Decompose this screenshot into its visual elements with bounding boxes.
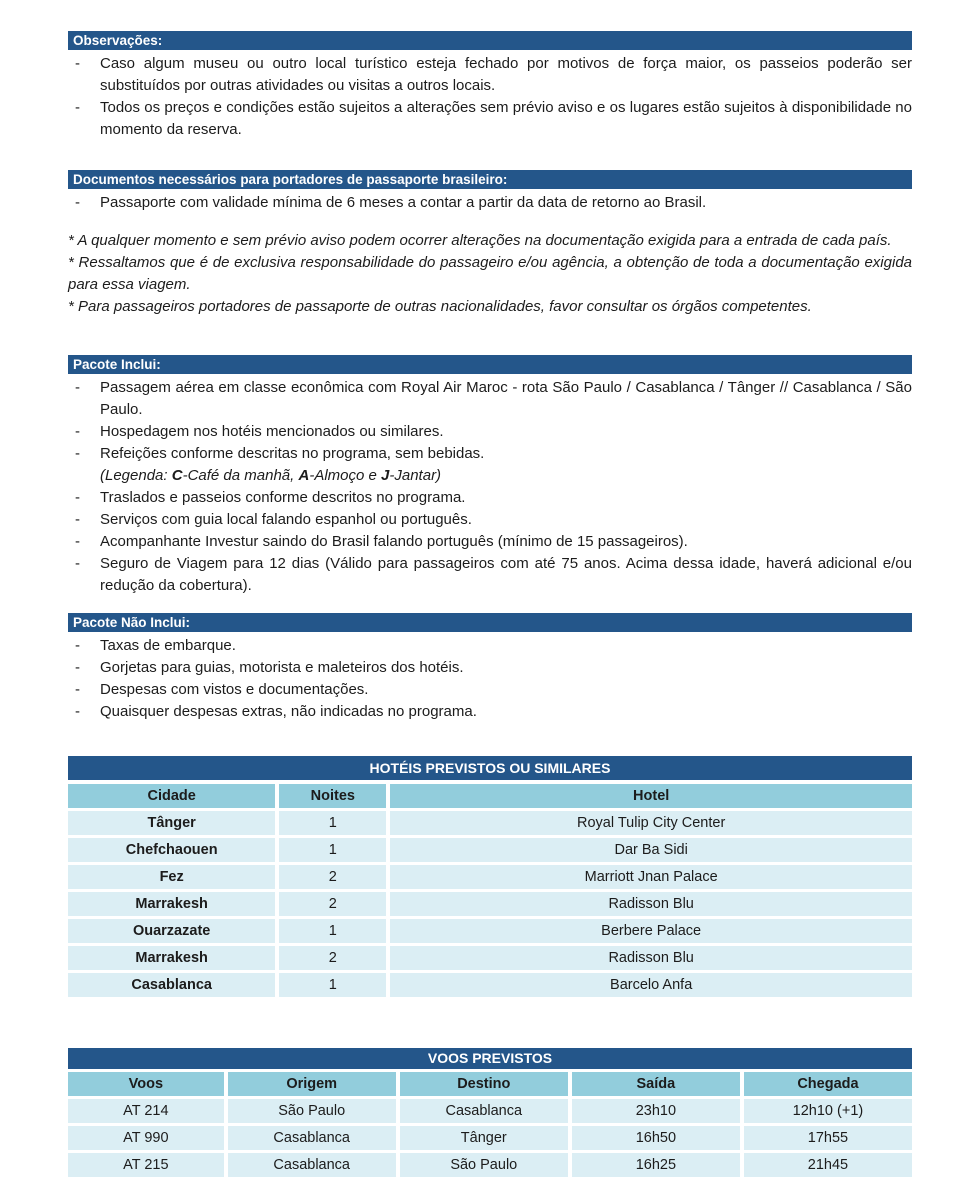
cell-voo: AT 214 <box>68 1099 224 1123</box>
section-header-pacote-nao-inclui: Pacote Não Inclui: <box>68 613 912 632</box>
cell-cidade: Tânger <box>68 811 275 835</box>
cell-cidade: Fez <box>68 865 275 889</box>
cell-destino: São Paulo <box>400 1153 568 1177</box>
hotels-table-title: HOTÉIS PREVISTOS OU SIMILARES <box>68 756 912 780</box>
legend-text: -Jantar) <box>389 467 442 484</box>
cell-noites: 1 <box>279 919 386 943</box>
bullet-marker: - <box>75 379 80 396</box>
pacote-inclui-bullets <box>68 374 912 597</box>
table-row <box>68 1126 912 1150</box>
legend-code-breakfast: C <box>171 467 183 484</box>
bullet-item <box>68 53 912 97</box>
section-header-documentos: Documentos necessários para portadores de passaporte brasileiro: <box>68 170 912 189</box>
section-pacote-inclui <box>68 355 912 597</box>
bullet-item <box>68 531 912 553</box>
bullet-marker: - <box>75 555 80 572</box>
bullet-text: Taxas de embarque. <box>100 637 236 654</box>
bullet-item <box>68 97 912 141</box>
cell-hotel: Radisson Blu <box>390 946 912 970</box>
cell-hotel: Radisson Blu <box>390 892 912 916</box>
observacoes-bullets <box>68 50 912 141</box>
bullet-item <box>68 192 912 214</box>
bullet-marker: - <box>75 681 80 698</box>
cell-cidade: Casablanca <box>68 973 275 997</box>
legend-code-lunch: A <box>298 467 310 484</box>
column-header-voos: Voos <box>68 1072 224 1096</box>
bullet-text: Despesas com vistos e documentações. <box>100 681 369 698</box>
section-header-pacote-inclui: Pacote Inclui: <box>68 355 912 374</box>
bullet-marker: - <box>75 659 80 676</box>
bullet-text: Passagem aérea em classe econômica com Royal Air Maroc - rota São Paulo / Casablanca / Tânger // Casablanca / São Paulo. <box>100 379 912 418</box>
note-line: * Para passageiros portadores de passaporte de outras nacionalidades, favor consultar os órgãos competentes. <box>68 298 812 315</box>
table-row <box>68 946 912 970</box>
cell-cidade: Ouarzazate <box>68 919 275 943</box>
column-header-destino: Destino <box>400 1072 568 1096</box>
column-header-origem: Origem <box>228 1072 396 1096</box>
table-row <box>68 892 912 916</box>
column-header-noites: Noites <box>279 784 386 808</box>
cell-noites: 1 <box>279 838 386 862</box>
bullet-text: Quaisquer despesas extras, não indicadas no programa. <box>100 703 477 720</box>
bullet-text: Refeições conforme descritas no programa, sem bebidas. <box>100 445 485 462</box>
bullet-item <box>68 635 912 657</box>
bullet-item <box>68 487 912 509</box>
bullet-marker: - <box>75 99 80 116</box>
column-header-saida: Saída <box>572 1072 740 1096</box>
bullet-marker: - <box>75 533 80 550</box>
cell-cidade: Marrakesh <box>68 946 275 970</box>
legend-text: -Café da manhã, <box>182 467 299 484</box>
meal-legend <box>100 465 912 487</box>
hotels-section <box>68 756 912 1000</box>
cell-voo: AT 215 <box>68 1153 224 1177</box>
bullet-marker: - <box>75 637 80 654</box>
bullet-item <box>68 509 912 531</box>
cell-noites: 1 <box>279 811 386 835</box>
table-row <box>68 1099 912 1123</box>
cell-hotel: Marriott Jnan Palace <box>390 865 912 889</box>
bullet-text: Serviços com guia local falando espanhol ou português. <box>100 511 472 528</box>
note-line: * A qualquer momento e sem prévio aviso podem ocorrer alterações na documentação exigida para a entrada de cada país. <box>68 232 892 249</box>
section-header-observacoes: Observações: <box>68 31 912 50</box>
cell-hotel: Barcelo Anfa <box>390 973 912 997</box>
bullet-text: Traslados e passeios conforme descritos no programa. <box>100 489 466 506</box>
section-pacote-nao-inclui <box>68 613 912 723</box>
cell-noites: 1 <box>279 973 386 997</box>
bullet-text: Seguro de Viagem para 12 dias (Válido para passageiros com até 75 anos. Acima dessa idade, haverá adicional e/ou redução da cobertura). <box>100 555 912 594</box>
bullet-item <box>68 421 912 443</box>
column-header-cidade: Cidade <box>68 784 275 808</box>
cell-origem: São Paulo <box>228 1099 396 1123</box>
column-header-hotel: Hotel <box>390 784 912 808</box>
bullet-item <box>68 443 912 465</box>
bullet-marker: - <box>75 489 80 506</box>
section-documentos <box>68 170 912 318</box>
cell-saida: 16h50 <box>572 1126 740 1150</box>
flights-table-title: VOOS PREVISTOS <box>68 1048 912 1069</box>
cell-saida: 23h10 <box>572 1099 740 1123</box>
hotels-table <box>64 781 916 1000</box>
section-observacoes <box>68 31 912 141</box>
cell-noites: 2 <box>279 892 386 916</box>
bullet-text: Acompanhante Investur saindo do Brasil falando português (mínimo de 15 passageiros). <box>100 533 688 550</box>
bullet-item <box>68 553 912 597</box>
legend-text: (Legenda: <box>100 467 172 484</box>
bullet-item <box>68 377 912 421</box>
bullet-text: Todos os preços e condições estão sujeitos a alterações sem prévio aviso e os lugares estão sujeitos à disponibilidade no momento da reserva. <box>100 99 912 138</box>
cell-saida: 16h25 <box>572 1153 740 1177</box>
hotels-header-row <box>68 784 912 808</box>
cell-hotel: Dar Ba Sidi <box>390 838 912 862</box>
cell-chegada: 21h45 <box>744 1153 912 1177</box>
cell-destino: Casablanca <box>400 1099 568 1123</box>
cell-origem: Casablanca <box>228 1126 396 1150</box>
bullet-marker: - <box>75 423 80 440</box>
cell-cidade: Marrakesh <box>68 892 275 916</box>
note-line: * Ressaltamos que é de exclusiva responsabilidade do passageiro e/ou agência, a obtenção de toda a documentação exigida para essa viagem. <box>68 254 912 293</box>
table-row <box>68 811 912 835</box>
cell-destino: Tânger <box>400 1126 568 1150</box>
cell-cidade: Chefchaouen <box>68 838 275 862</box>
pacote-nao-inclui-bullets <box>68 632 912 723</box>
bullet-text: Hospedagem nos hotéis mencionados ou similares. <box>100 423 444 440</box>
legend-code-dinner: J <box>381 467 390 484</box>
cell-chegada: 17h55 <box>744 1126 912 1150</box>
bullet-text: Passaporte com validade mínima de 6 meses a contar a partir da data de retorno ao Brasil. <box>100 194 707 211</box>
bullet-text: Caso algum museu ou outro local turístico esteja fechado por motivos de força maior, os passeios poderão ser substituídos por outras atividades ou visitas a outros locais. <box>100 55 912 94</box>
table-row <box>68 838 912 862</box>
bullet-text: Gorjetas para guias, motorista e maleteiros dos hotéis. <box>100 659 464 676</box>
cell-origem: Casablanca <box>228 1153 396 1177</box>
flights-table <box>64 1069 916 1180</box>
bullet-item <box>68 701 912 723</box>
legend-text: -Almoço e <box>309 467 382 484</box>
table-row <box>68 1153 912 1177</box>
bullet-marker: - <box>75 194 80 211</box>
cell-noites: 2 <box>279 946 386 970</box>
documentos-notes <box>68 230 912 318</box>
column-header-chegada: Chegada <box>744 1072 912 1096</box>
bullet-marker: - <box>75 703 80 720</box>
table-row <box>68 973 912 997</box>
cell-chegada: 12h10 (+1) <box>744 1099 912 1123</box>
bullet-item <box>68 657 912 679</box>
flights-header-row <box>68 1072 912 1096</box>
cell-voo: AT 990 <box>68 1126 224 1150</box>
flights-section <box>68 1048 912 1180</box>
cell-hotel: Berbere Palace <box>390 919 912 943</box>
cell-hotel: Royal Tulip City Center <box>390 811 912 835</box>
bullet-marker: - <box>75 445 80 462</box>
documentos-bullets <box>68 189 912 214</box>
table-row <box>68 919 912 943</box>
cell-noites: 2 <box>279 865 386 889</box>
table-row <box>68 865 912 889</box>
bullet-marker: - <box>75 511 80 528</box>
bullet-item <box>68 679 912 701</box>
bullet-marker: - <box>75 55 80 72</box>
